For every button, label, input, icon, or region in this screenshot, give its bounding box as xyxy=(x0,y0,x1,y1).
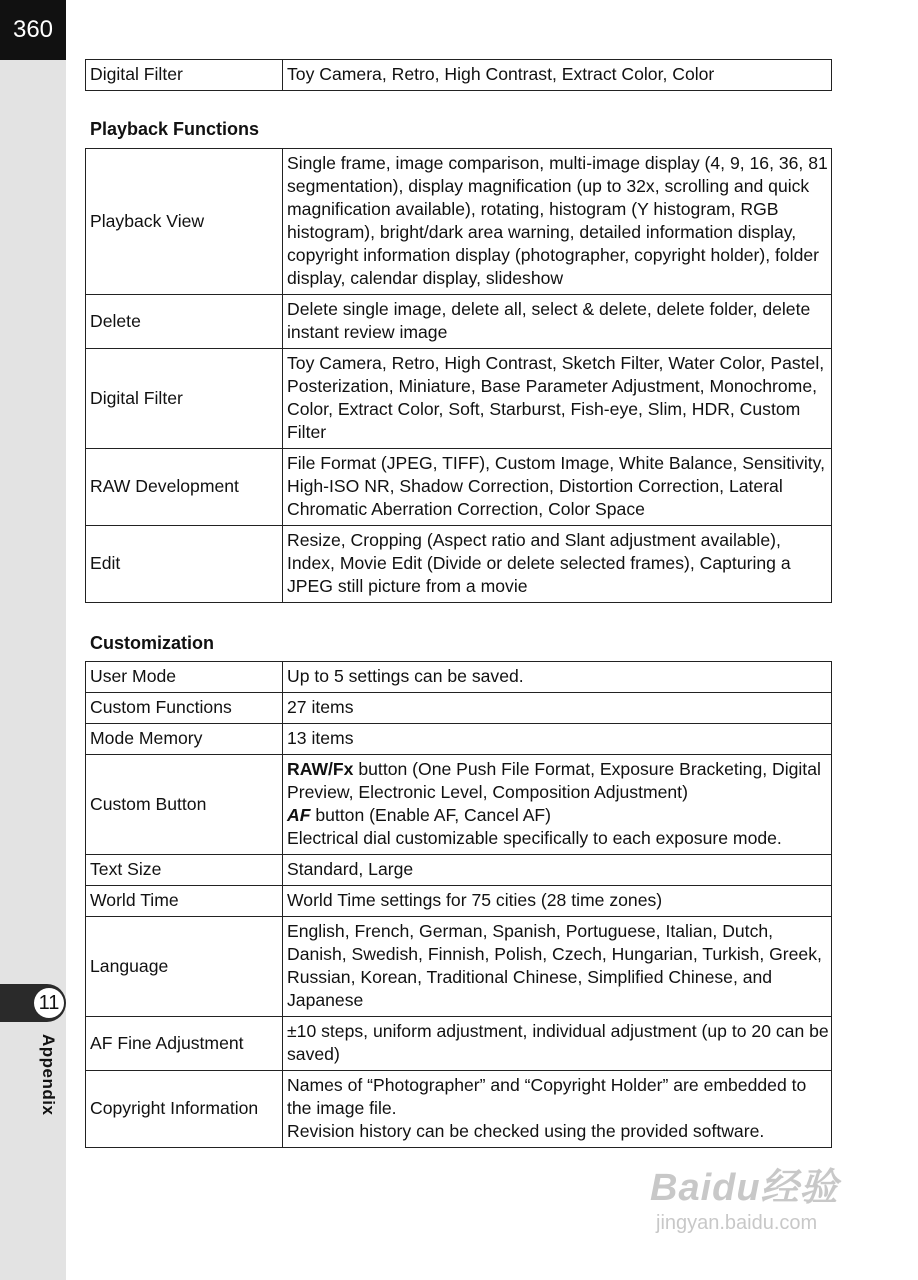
row-label: Language xyxy=(86,917,283,1017)
watermark-url: jingyan.baidu.com xyxy=(656,1212,818,1234)
table-row xyxy=(86,1017,832,1071)
customization-table xyxy=(85,661,832,1148)
table-row xyxy=(86,449,832,526)
row-label: Digital Filter xyxy=(86,60,283,91)
table-row xyxy=(86,149,832,295)
row-label: Text Size xyxy=(86,855,283,886)
row-label: Playback View xyxy=(86,149,283,295)
row-label: AF Fine Adjustment xyxy=(86,1017,283,1071)
row-label: User Mode xyxy=(86,662,283,693)
playback-table xyxy=(85,148,832,603)
table-row xyxy=(86,662,832,693)
raw-fx-description: button (One Push File Format, Exposure Bracketing, Digital Preview, Electronic Level, Composition Adjustment) xyxy=(287,759,821,802)
row-value: Delete single image, delete all, select & delete, delete folder, delete instant review image xyxy=(283,295,832,349)
table-row xyxy=(86,855,832,886)
af-button-icon: AF xyxy=(287,805,311,825)
table-row xyxy=(86,1071,832,1148)
page-content xyxy=(85,59,832,1148)
dial-description: Electrical dial customizable specifically to each exposure mode. xyxy=(287,828,782,848)
page-number: 360 xyxy=(0,0,66,60)
row-value: Resize, Cropping (Aspect ratio and Slant adjustment available), Index, Movie Edit (Divide or delete selected frames), Capturing a JPEG still picture from a movie xyxy=(283,526,832,603)
table-row xyxy=(86,755,832,855)
row-value: 27 items xyxy=(283,693,832,724)
watermark xyxy=(650,1166,870,1246)
row-label: Copyright Information xyxy=(86,1071,283,1148)
table-row xyxy=(86,917,832,1017)
section-title-customization: Customization xyxy=(90,633,214,653)
chapter-number: 11 xyxy=(34,988,64,1018)
row-value: World Time settings for 75 cities (28 time zones) xyxy=(283,886,832,917)
table-row xyxy=(86,693,832,724)
row-value xyxy=(283,1071,832,1148)
row-label: Digital Filter xyxy=(86,349,283,449)
watermark-logo: Baidu经验 xyxy=(650,1167,839,1209)
row-label: RAW Development xyxy=(86,449,283,526)
row-label: Custom Functions xyxy=(86,693,283,724)
row-value: Toy Camera, Retro, High Contrast, Extract Color, Color xyxy=(283,60,832,91)
table-row xyxy=(86,60,832,91)
row-label: Delete xyxy=(86,295,283,349)
copyright-line-2: Revision history can be checked using the provided software. xyxy=(287,1121,765,1141)
copyright-line-1: Names of “Photographer” and “Copyright Holder” are embedded to the image file. xyxy=(287,1075,807,1118)
row-value: ±10 steps, uniform adjustment, individual adjustment (up to 20 can be saved) xyxy=(283,1017,832,1071)
top-spec-table xyxy=(85,59,832,91)
row-label: Custom Button xyxy=(86,755,283,855)
row-label: Edit xyxy=(86,526,283,603)
row-value: Toy Camera, Retro, High Contrast, Sketch Filter, Water Color, Pastel, Posterization, Miniature, Base Parameter Adjustment, Monochrome, Color, Extract Color, Soft, Starburst, Fish-eye, Slim, HDR, Custom Filter xyxy=(283,349,832,449)
row-label: Mode Memory xyxy=(86,724,283,755)
table-row xyxy=(86,724,832,755)
row-value: File Format (JPEG, TIFF), Custom Image, White Balance, Sensitivity, High-ISO NR, Shadow Correction, Distortion Correction, Lateral Chromatic Aberration Correction, Color Space xyxy=(283,449,832,526)
row-value: Standard, Large xyxy=(283,855,832,886)
row-value: Single frame, image comparison, multi-image display (4, 9, 16, 36, 81 segmentation), display magnification (up to 32x, scrolling and quick magnification available), rotating, histogram (Y histogram, RGB histogram), bright/dark area warning, detailed information display, copyright information display (photographer, copyright holder), folder display, calendar display, slideshow xyxy=(283,149,832,295)
row-value xyxy=(283,755,832,855)
row-value: 13 items xyxy=(283,724,832,755)
table-row xyxy=(86,526,832,603)
row-label: World Time xyxy=(86,886,283,917)
table-row xyxy=(86,349,832,449)
af-description: button (Enable AF, Cancel AF) xyxy=(310,805,552,825)
table-row xyxy=(86,886,832,917)
chapter-label: Appendix xyxy=(39,1034,58,1116)
section-title-playback: Playback Functions xyxy=(90,119,260,139)
row-value: Up to 5 settings can be saved. xyxy=(283,662,832,693)
row-value: English, French, German, Spanish, Portuguese, Italian, Dutch, Danish, Swedish, Finnish, Polish, Czech, Hungarian, Turkish, Greek, Russian, Korean, Traditional Chinese, Simplified Chinese, and Japanese xyxy=(283,917,832,1017)
table-row xyxy=(86,295,832,349)
raw-fx-button-icon: RAW/Fx xyxy=(287,759,354,779)
